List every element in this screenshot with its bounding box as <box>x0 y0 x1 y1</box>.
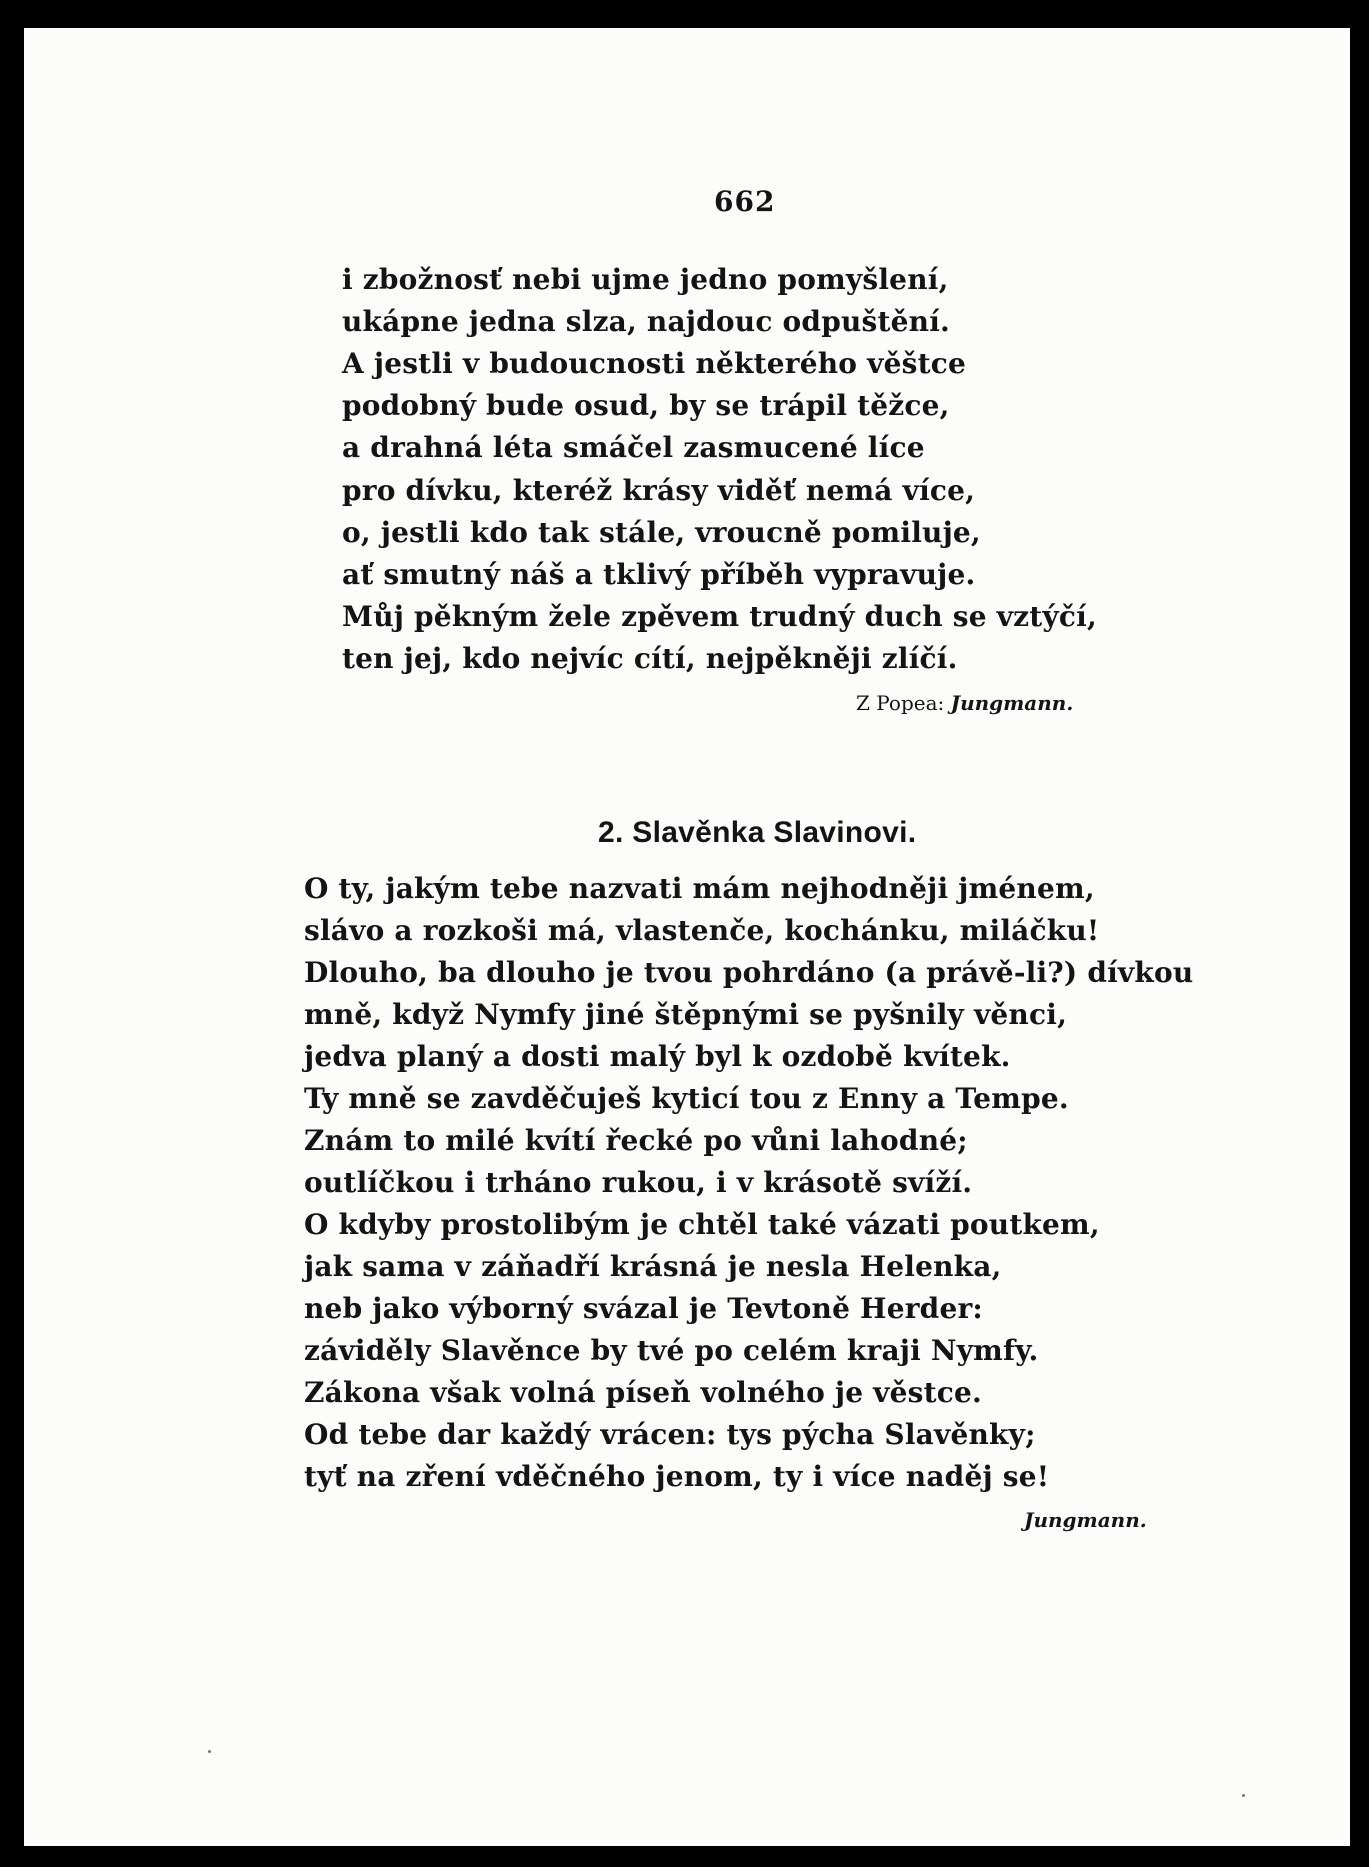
poem-line: A jestli v budoucnosti některého věštce <box>342 347 966 380</box>
poem-line: O ty, jakým tebe nazvati mám nejhodněji jménem, <box>304 872 1095 905</box>
poem-line: o, jestli kdo tak stále, vroucně pomiluje, <box>342 516 981 549</box>
poem-line: neb jako výborný svázal je Tevtoně Herder: <box>304 1292 983 1325</box>
poem-line: i zbožnosť nebi ujme jedno pomyšlení, <box>342 263 949 296</box>
poem-line: Můj pěkným žele zpěvem trudný duch se vztýčí, <box>342 600 1097 633</box>
poem-line: Dlouho, ba dlouho je tvou pohrdáno (a právě-li?) dívkou <box>304 956 1194 989</box>
poem-line: jak sama v záňadří krásná je nesla Helenka, <box>304 1250 1002 1283</box>
page-number: 662 <box>714 185 776 218</box>
poem-line: O kdyby prostolibým je chtěl také vázati poutkem, <box>304 1208 1100 1241</box>
poem-line: slávo a rozkoši má, vlastenče, kochánku, miláčku! <box>304 914 1100 947</box>
poem-line: Zákona však volná píseň volného je věstce. <box>304 1376 982 1409</box>
poem-line: ať smutný náš a tklivý příběh vypravuje. <box>342 558 976 591</box>
attribution-source: Z Popea: <box>856 691 945 715</box>
poem-line: Ty mně se zavděčuješ kyticí tou z Enny a Tempe. <box>304 1082 1069 1115</box>
paper-speck <box>208 1750 211 1753</box>
poem-line: záviděly Slavěnce by tvé po celém kraji Nymfy. <box>304 1334 1039 1367</box>
poem-line: tyť na zření vděčného jenom, ty i více naděj se! <box>304 1460 1050 1493</box>
poem-line: Od tebe dar každý vrácen: tys pýcha Slavěnky; <box>304 1418 1036 1451</box>
poem-line: Znám to milé kvítí řecké po vůni lahodné; <box>304 1124 968 1157</box>
poem-line: ukápne jedna slza, najdouc odpuštění. <box>342 305 950 338</box>
poem-line: a drahná léta smáčel zasmucené líce <box>342 431 925 464</box>
poem1-attribution <box>856 691 1073 715</box>
document-page <box>24 28 1350 1846</box>
poem2-attribution <box>1024 1508 1147 1532</box>
poem2-title: 2. Slavěnka Slavinovi. <box>598 816 917 849</box>
poem-line: jedva planý a dosti malý byl k ozdobě kvítek. <box>304 1040 1011 1073</box>
poem-line: ten jej, kdo nejvíc cítí, nejpěkněji zlíčí. <box>342 642 958 675</box>
paper-speck <box>1242 1794 1245 1797</box>
poem-line: pro dívku, kteréž krásy viděť nemá více, <box>342 474 976 507</box>
attribution-author: Jungmann. <box>1024 1508 1147 1532</box>
poem-line: podobný bude osud, by se trápil těžce, <box>342 389 950 422</box>
attribution-author: Jungmann. <box>950 691 1074 715</box>
poem-line: mně, když Nymfy jiné štěpnými se pyšnily věnci, <box>304 998 1068 1031</box>
poem-line: outlíčkou i trháno rukou, i v krásotě svíží. <box>304 1166 973 1199</box>
